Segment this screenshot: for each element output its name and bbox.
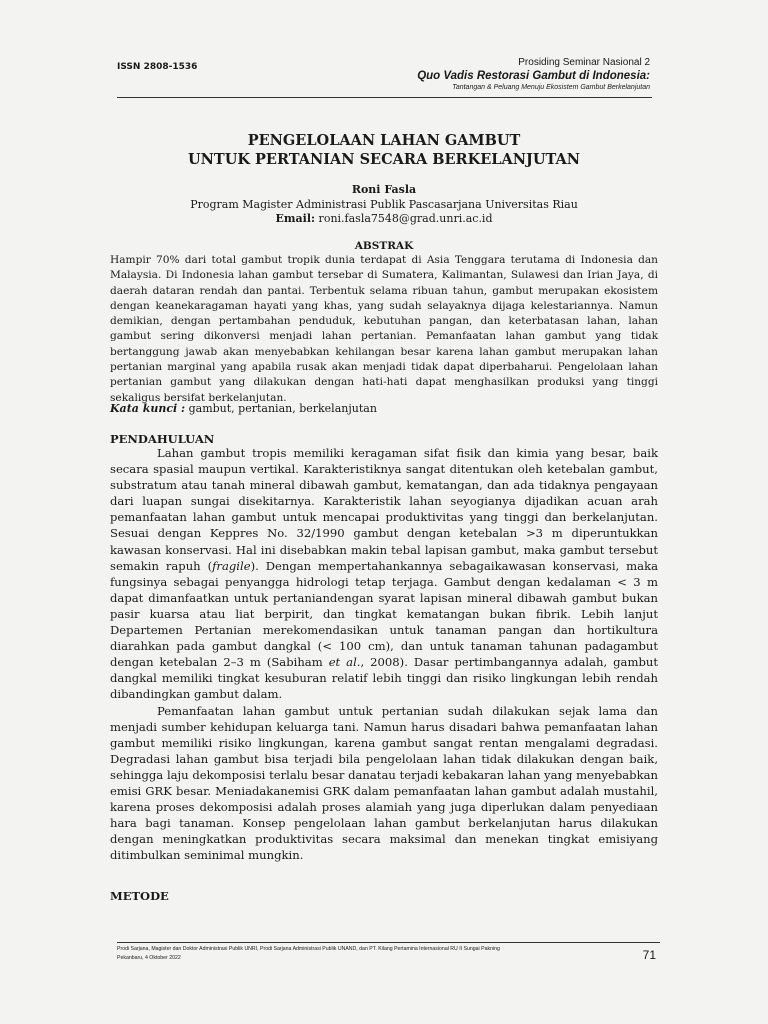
intro-body: [110, 445, 658, 863]
intro-paragraph-2: Pemanfaatan lahan gambut untuk pertanian sudah dilakukan sejak lama dan menjadi sumber kehidupan keluarga tani. Namun harus disadari bahwa pemanfaatan lahan gambut memiliki risiko lingkungan, karena gambut sangat rentan mengalami degradasi. Degradasi lahan gambut bisa terjadi bila pengelolaan lahan tidak dilakukan dengan baik, sehingga laju dekomposisi terlalu besar danatau terjadi kebakaran lahan yang menyebabkan emisi GRK besar. Meniadakanemisi GRK dalam pemanfaatan lahan gambut adalah mustahil, karena proses dekomposisi adalah proses alamiah yang juga diperlukan dalam penyediaan hara bagi tanaman. Konsep pengelolaan lahan gambut berkelanjutan harus dilakukan dengan meningkatkan produktivitas secara maksimal dan menekan tingkat emisiyang ditimbulkan seminimal mungkin.: [110, 703, 658, 863]
intro-p1-text-b: ). Dengan mempertahankannya sebagaikawasan konservasi, maka fungsinya sebagai penyangga hidrologi tetap terjaga. Gambut dengan kedalaman < 3 m dapat dimanfaatkan untuk pertaniandengan syarat lapisan mineral dibawah gambut bukan pasir kuarsa atau liat berpirit, dan tingkat kematangan bukan fibrik. Lebih lanjut Departemen Pertanian merekomendasikan untuk tanaman pangan dan hortikultura diarahkan pada gambut dangkal (< 100 cm), dan untuk tanaman tahunan padagambut dengan ketebalan 2–3 m (Sabiham: [110, 558, 659, 670]
paper-title: [100, 131, 668, 169]
author-affiliation: [100, 198, 668, 226]
abstract-heading: ABSTRAK: [354, 240, 414, 252]
issn: ISSN 2808-1536: [117, 62, 198, 72]
footer-date: Pekanbaru, 4 Oktober 2022: [117, 955, 181, 961]
email-label: Email:: [275, 212, 316, 225]
affiliation-text: Program Magister Administrasi Publik Pascasarjana Universitas Riau: [190, 198, 578, 211]
title-line-1: PENGELOLAAN LAHAN GAMBUT: [247, 132, 521, 149]
intro-p1-text-c: , 2008). Dasar pertimbangannya adalah, gambut dangkal memiliki tingkat kesuburan relatif lebih tinggi dan risiko lingkungan lebih rendah dibandingkan gambut dalam.: [110, 655, 659, 702]
footer-divider: [117, 942, 660, 943]
seminar-subtheme: Tantangan & Peluang Menuju Ekosistem Gambut Berkelanjutan: [452, 84, 650, 91]
keywords-label: Kata kunci :: [110, 402, 186, 415]
seminar-theme: Quo Vadis Restorasi Gambut di Indonesia:: [417, 70, 650, 82]
header-divider: [117, 97, 652, 98]
intro-p1-text-a: Lahan gambut tropis memiliki keragaman sifat fisik dan kimia yang besar, baik secara spasial maupun vertikal. Karakteristiknya sangat ditentukan oleh ketebalan gambut, substratum atau tanah mineral dibawah gambut, kematangan, dan ada tidaknya pengayaan dari luapan sungai disekitarnya. Karakteristik lahan seyogianya dijadikan acuan arah pemanfaatan lahan gambut untuk mencapai produktivitas yang tinggi dan berkelanjutan. Sesuai dengan Keppres No. 32/1990 gambut dengan ketebalan >3 m diperuntukkan kawasan konservasi. Hal ini disebabkan makin tebal lapisan gambut, maka gambut tersebut semakin rapuh (: [110, 446, 658, 573]
footer-organizers: Prodi Sarjana, Magister dan Doktor Administrasi Publik UNRI, Prodi Sarjana Administrasi Publik UNAND, dan PT. Kilang Pertamina Internasional RU II Sungai Pakning: [117, 946, 500, 952]
keywords-list: gambut, pertanian, berkelanjutan: [185, 402, 377, 415]
intro-p1-italic-a: fragile: [212, 558, 251, 573]
intro-p1-italic-b: et al.: [328, 655, 361, 670]
author-name: Roni Fasla: [351, 183, 417, 196]
intro-paragraph-1: [110, 445, 658, 703]
section-heading-intro: PENDAHULUAN: [110, 432, 215, 446]
abstract-text: Hampir 70% dari total gambut tropik dunia terdapat di Asia Tenggara terutama di Indonesia dan Malaysia. Di Indonesia lahan gambut tersebar di Sumatera, Kalimantan, Sulawesi dan Irian Jaya, di daerah dataran rendah dan pantai. Terbentuk selama ribuan tahun, gambut merupakan ekosistem dengan keanekaragaman hayati yang khas, yang sudah selayaknya dijaga kelestariannya. Namun demikian, dengan pertambahan penduduk, kebutuhan pangan, dan keterbatasan lahan, lahan gambut sering dikonversi menjadi lahan pertanian. Pemanfaatan lahan gambut yang tidak bertanggung jawab akan menyebabkan kehilangan besar karena lahan gambut merupakan lahan pertanian marginal yang apabila rusak akan menjadi tidak dapat diperbaharui. Pengelolaan lahan pertanian gambut yang dilakukan dengan hati-hati dapat menghasilkan produksi yang tinggi sekaligus bersifat berkelanjutan.: [110, 254, 658, 404]
proceedings-name: Prosiding Seminar Nasional 2: [518, 57, 650, 68]
page-number: 71: [642, 948, 656, 962]
email-address: roni.fasla7548@grad.unri.ac.id: [315, 212, 493, 225]
author-email: [100, 212, 668, 226]
section-heading-method: METODE: [110, 889, 169, 903]
keywords: [110, 402, 658, 415]
footer-note: [117, 945, 587, 963]
title-line-2: UNTUK PERTANIAN SECARA BERKELANJUTAN: [188, 151, 580, 168]
running-header: [417, 57, 650, 92]
